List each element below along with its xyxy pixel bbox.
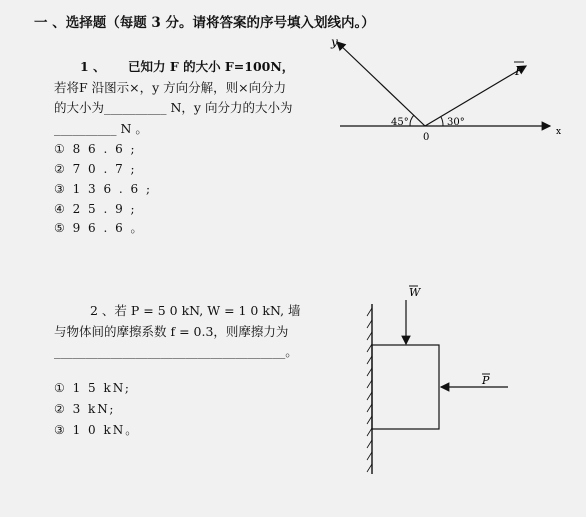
q2-line1: 2 、若 P = 5 0 kN, W = 1 0 kN, 墙 [90, 303, 301, 318]
label-angle-45: 45° [391, 117, 409, 128]
q2-line2: 与物体间的摩擦系数 f = 0.3，则摩擦力为 [54, 324, 289, 339]
label-w: W [409, 286, 421, 299]
q1-line4: __________ N 。 [54, 121, 148, 136]
force-f-line [425, 66, 526, 126]
label-p: P [482, 374, 490, 387]
q1-option-1: ① 8 6 . 6 ; [54, 142, 137, 156]
q2-option-1: ① 1 5 kN; [54, 381, 131, 395]
angle-30-arc [441, 117, 443, 126]
q1-option-5: ⑤ 9 6 . 6 。 [54, 221, 145, 235]
q1-line2: 若将F 沿图示×，y 方向分解，则×向分力 [54, 80, 287, 95]
wall-block-figure [367, 286, 508, 474]
label-x: x [556, 127, 562, 137]
label-origin: 0 [423, 132, 430, 143]
angle-45-arc [410, 115, 414, 126]
block-rect [372, 345, 439, 429]
force-decomposition-figure [330, 35, 561, 143]
label-f: F [515, 64, 524, 78]
q1-option-4: ④ 2 5 . 9 ; [54, 202, 137, 216]
q2-option-2: ② 3 kN; [54, 402, 116, 416]
q1-line3: 的大小为__________ N，y 向分力的大小为 [54, 100, 293, 115]
wall-hatching [367, 308, 372, 472]
label-angle-30: 30° [447, 117, 465, 128]
label-y: y [331, 35, 338, 49]
q2-option-3: ③ 1 0 kN。 [54, 423, 140, 437]
q2-line3: _____________________________________。 [54, 344, 298, 359]
q1-line1: 已知力 F 的大小 F=100N， [128, 59, 295, 74]
section-header: 一 、选择题（每题 3 分。请将答案的序号填入划线内。） [34, 15, 375, 31]
q1-option-2: ② 7 0 . 7 ; [54, 162, 137, 176]
y-axis-line [337, 42, 425, 126]
q1-option-3: ③ 1 3 6 . 6 ; [54, 182, 153, 196]
q1-number: 1 、 [80, 59, 106, 74]
